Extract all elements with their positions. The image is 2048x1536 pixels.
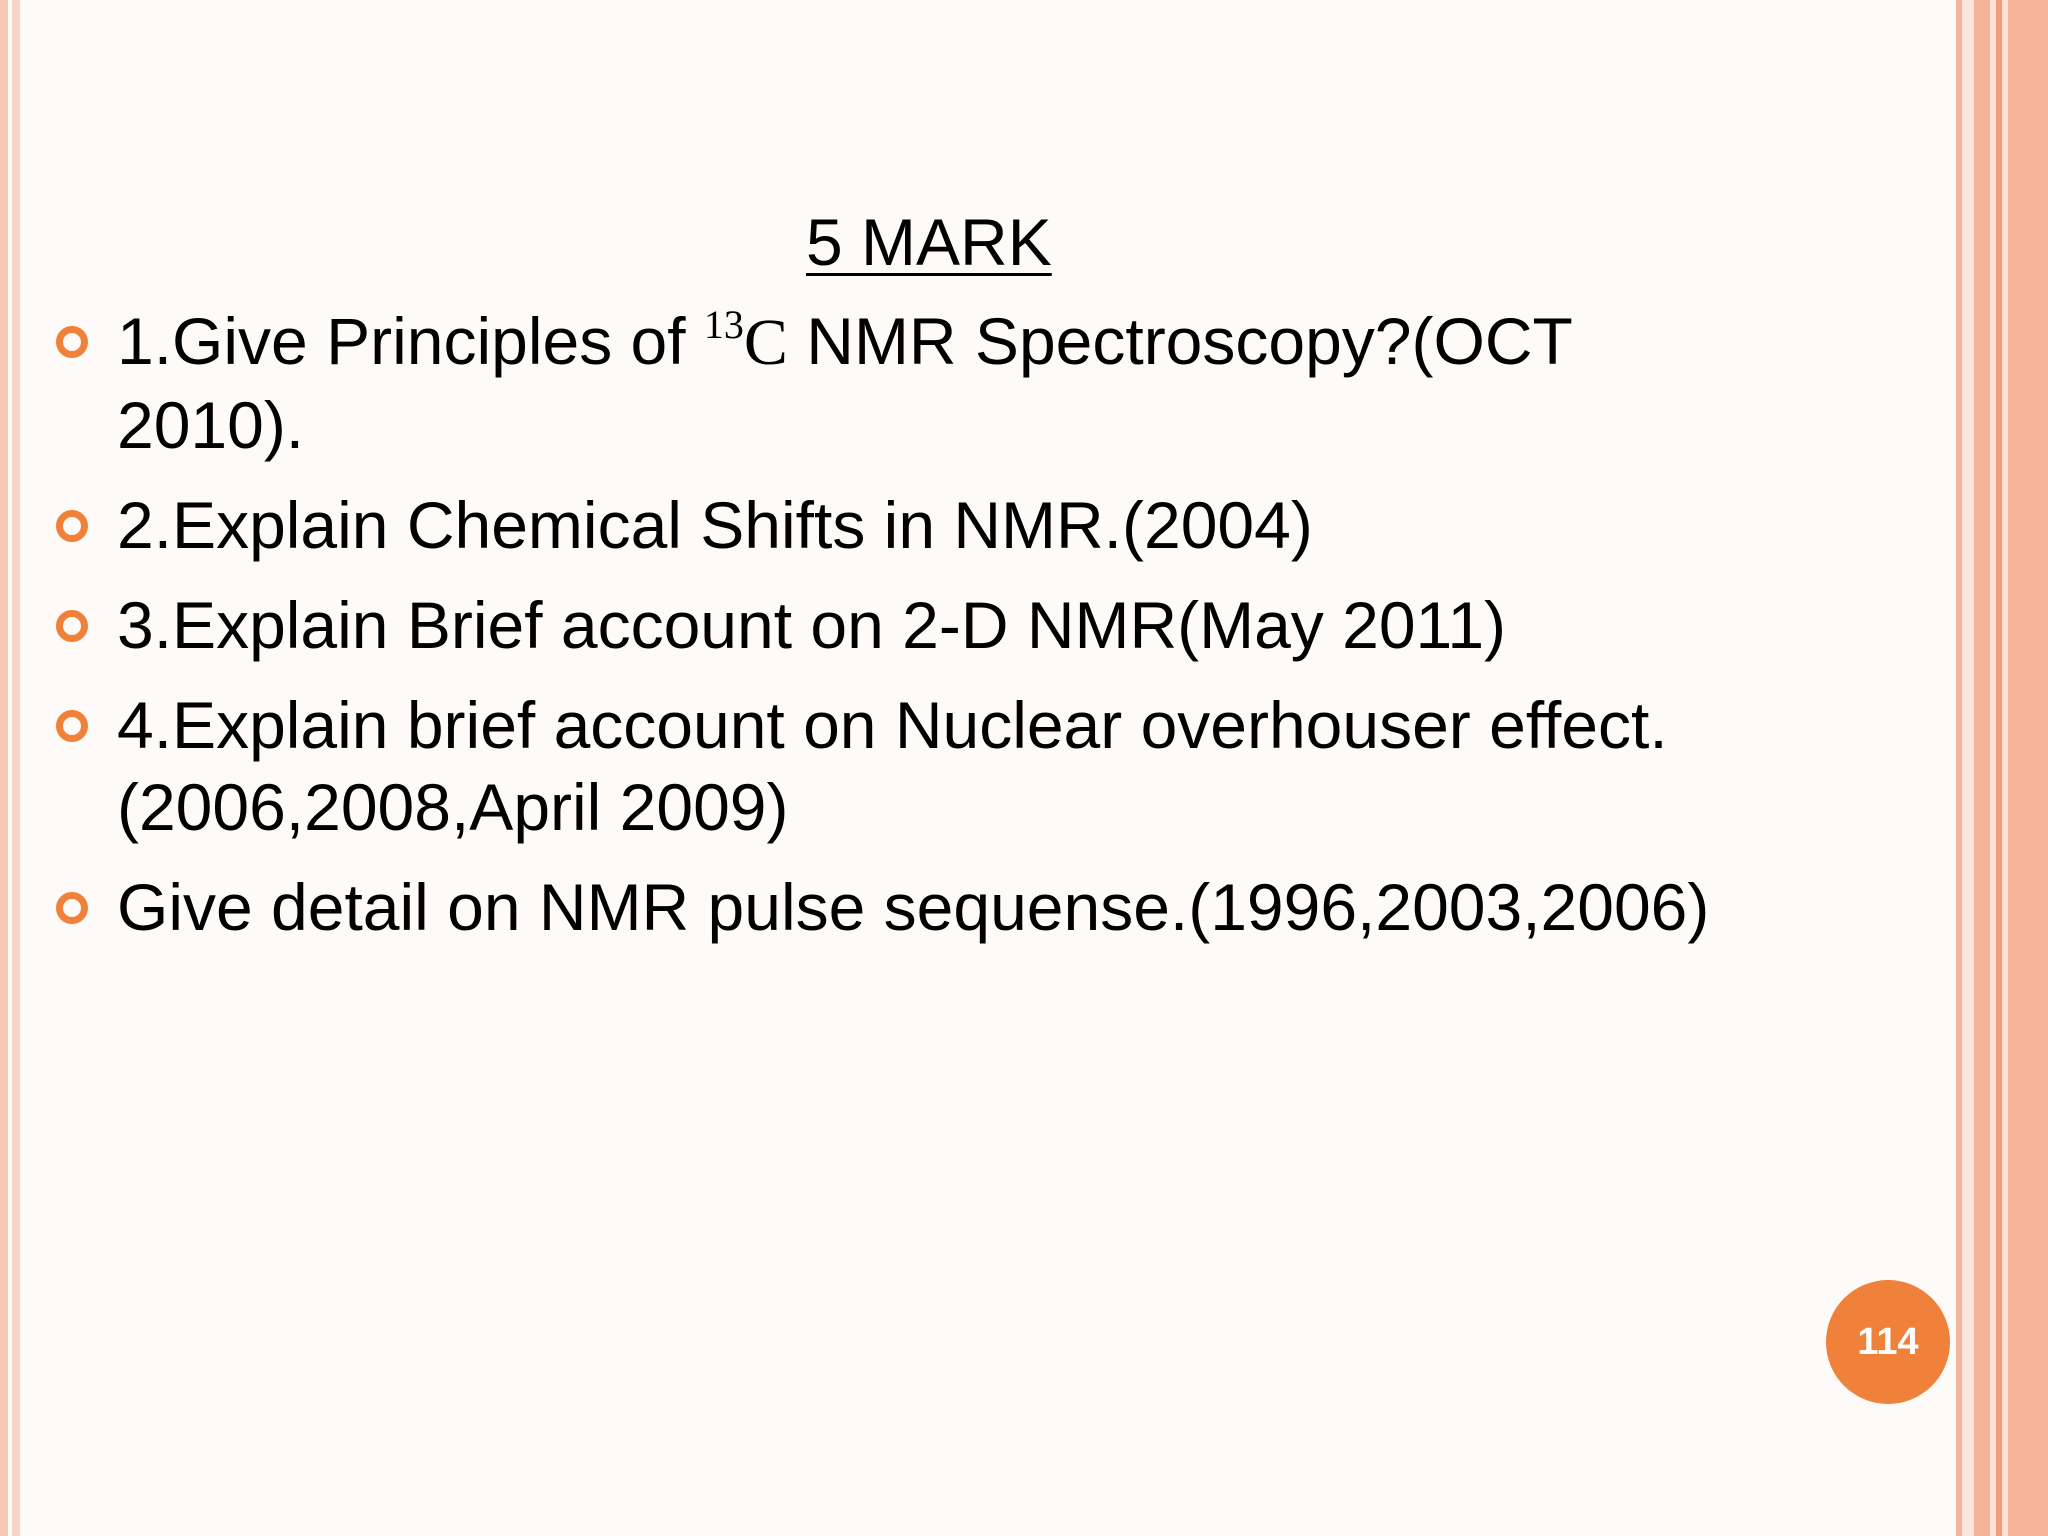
isotope-superscript: 13 <box>703 302 744 347</box>
page-number-badge: 114 <box>1826 1280 1950 1404</box>
orange-ring-bullet-icon <box>56 610 88 642</box>
question-item-3 <box>56 584 1756 666</box>
right-border-band <box>1962 0 1974 1536</box>
orange-ring-bullet-icon <box>56 710 88 742</box>
question-item-1 <box>56 300 1756 466</box>
orange-ring-bullet-icon <box>56 892 88 924</box>
right-border-band <box>2008 0 2048 1536</box>
right-decorative-border <box>1956 0 2048 1536</box>
question-item-5 <box>56 866 1756 948</box>
question-item-2 <box>56 484 1756 566</box>
orange-ring-bullet-icon <box>56 326 88 358</box>
question-item-4 <box>56 684 1756 848</box>
question-list <box>56 300 1756 966</box>
orange-ring-bullet-icon <box>56 510 88 542</box>
slide-title: 5 MARK <box>806 205 1052 279</box>
question-5-text: Give detail on NMR pulse sequense.(1996,2003,2006) <box>117 870 1710 944</box>
left-border-stripe <box>0 0 8 1536</box>
left-border-stripe-inner <box>12 0 20 1536</box>
question-4-text: 4.Explain brief account on Nuclear overhouser effect.(2006,2008,April 2009) <box>117 688 1668 844</box>
question-1-prefix: 1.Give Principles of <box>117 304 704 378</box>
carbon-symbol: C <box>743 306 788 379</box>
right-border-band <box>1974 0 1990 1536</box>
question-3-text: 3.Explain Brief account on 2-D NMR(May 2011) <box>117 588 1507 662</box>
question-2-text: 2.Explain Chemical Shifts in NMR.(2004) <box>117 488 1313 562</box>
question-1-suffix: NMR Spectroscopy?(OCT 2010). <box>117 304 1572 462</box>
